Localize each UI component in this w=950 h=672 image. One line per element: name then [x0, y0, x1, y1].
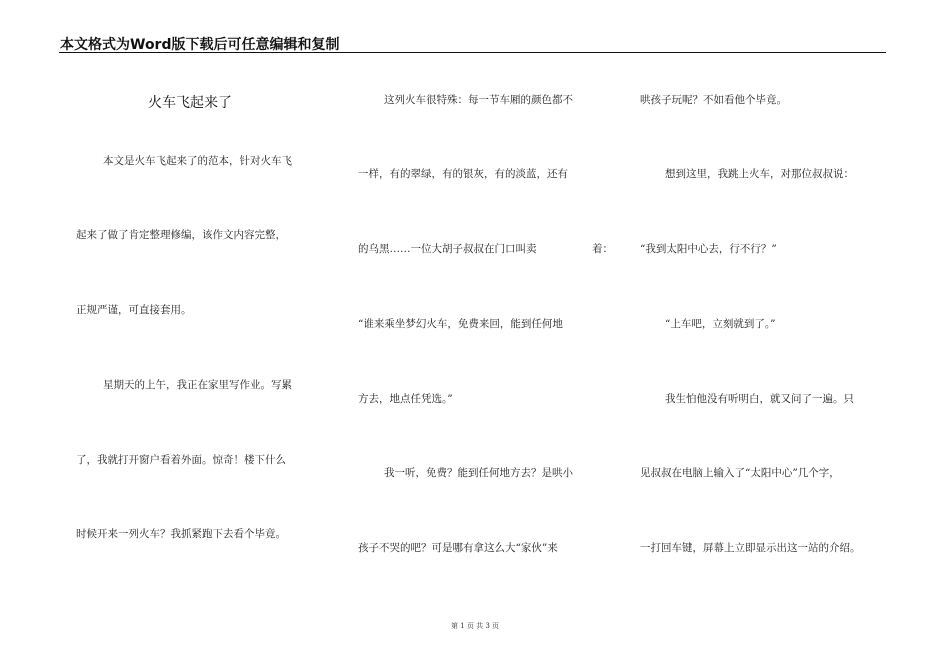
document-header: 本文格式为Word版下载后可任意编辑和复制 [60, 37, 340, 53]
paragraph-line: 孩子不哭的吧？可是哪有拿这么大“家伙”来 [358, 542, 558, 554]
page-footer: 第 1 页 共 3 页 [450, 622, 500, 630]
paragraph-line: 一样，有的翠绿，有的银灰，有的淡蓝，还有 [358, 168, 568, 180]
paragraph-line: 着： [592, 243, 613, 255]
paragraph-line: 时候开来一列火车？我抓紧跑下去看个毕竟。 [76, 528, 286, 540]
header-divider [59, 52, 886, 53]
paragraph-line: 的乌黑……一位大胡子叔叔在门口叫卖 [358, 243, 537, 255]
paragraph-line: “我到太阳中心去，行不行？” [640, 243, 777, 255]
paragraph-line: 哄孩子玩呢？不如看他个毕竟。 [640, 94, 787, 106]
article-title: 火车飞起来了 [148, 95, 232, 111]
paragraph-line: 这列火车很特殊：每一节车厢的颜色都不 [384, 94, 573, 106]
paragraph-line: 想到这里，我跳上火车，对那位叔叔说： [665, 168, 854, 180]
paragraph-line: 我生怕他没有听明白，就又问了一遍。只 [665, 393, 854, 405]
paragraph-line: 一打回车键，屏幕上立即显示出这一站的介绍。 [640, 542, 861, 554]
paragraph-line: 起来了做了肯定整理修编，该作文内容完整， [76, 229, 286, 241]
paragraph-line: 方去，地点任凭选。” [358, 393, 453, 405]
paragraph-line: 我一听，免费？能到任何地方去？是哄小 [384, 467, 573, 479]
paragraph-line: “谁来乘坐梦幻火车，免费来回，能到任何地 [358, 318, 563, 330]
paragraph-line: 见叔叔在电脑上输入了“太阳中心”几个字， [640, 467, 840, 479]
paragraph-line: 正规严谨，可直接套用。 [76, 304, 192, 316]
paragraph-line: “上车吧，立刻就到了。” [665, 318, 776, 330]
paragraph-line: 本文是火车飞起来了的范本，针对火车飞 [103, 155, 292, 167]
paragraph-line: 星期天的上午，我正在家里写作业。写累 [103, 379, 292, 391]
paragraph-line: 了，我就打开窗户看着外面。惊奇！楼下什么 [76, 454, 286, 466]
